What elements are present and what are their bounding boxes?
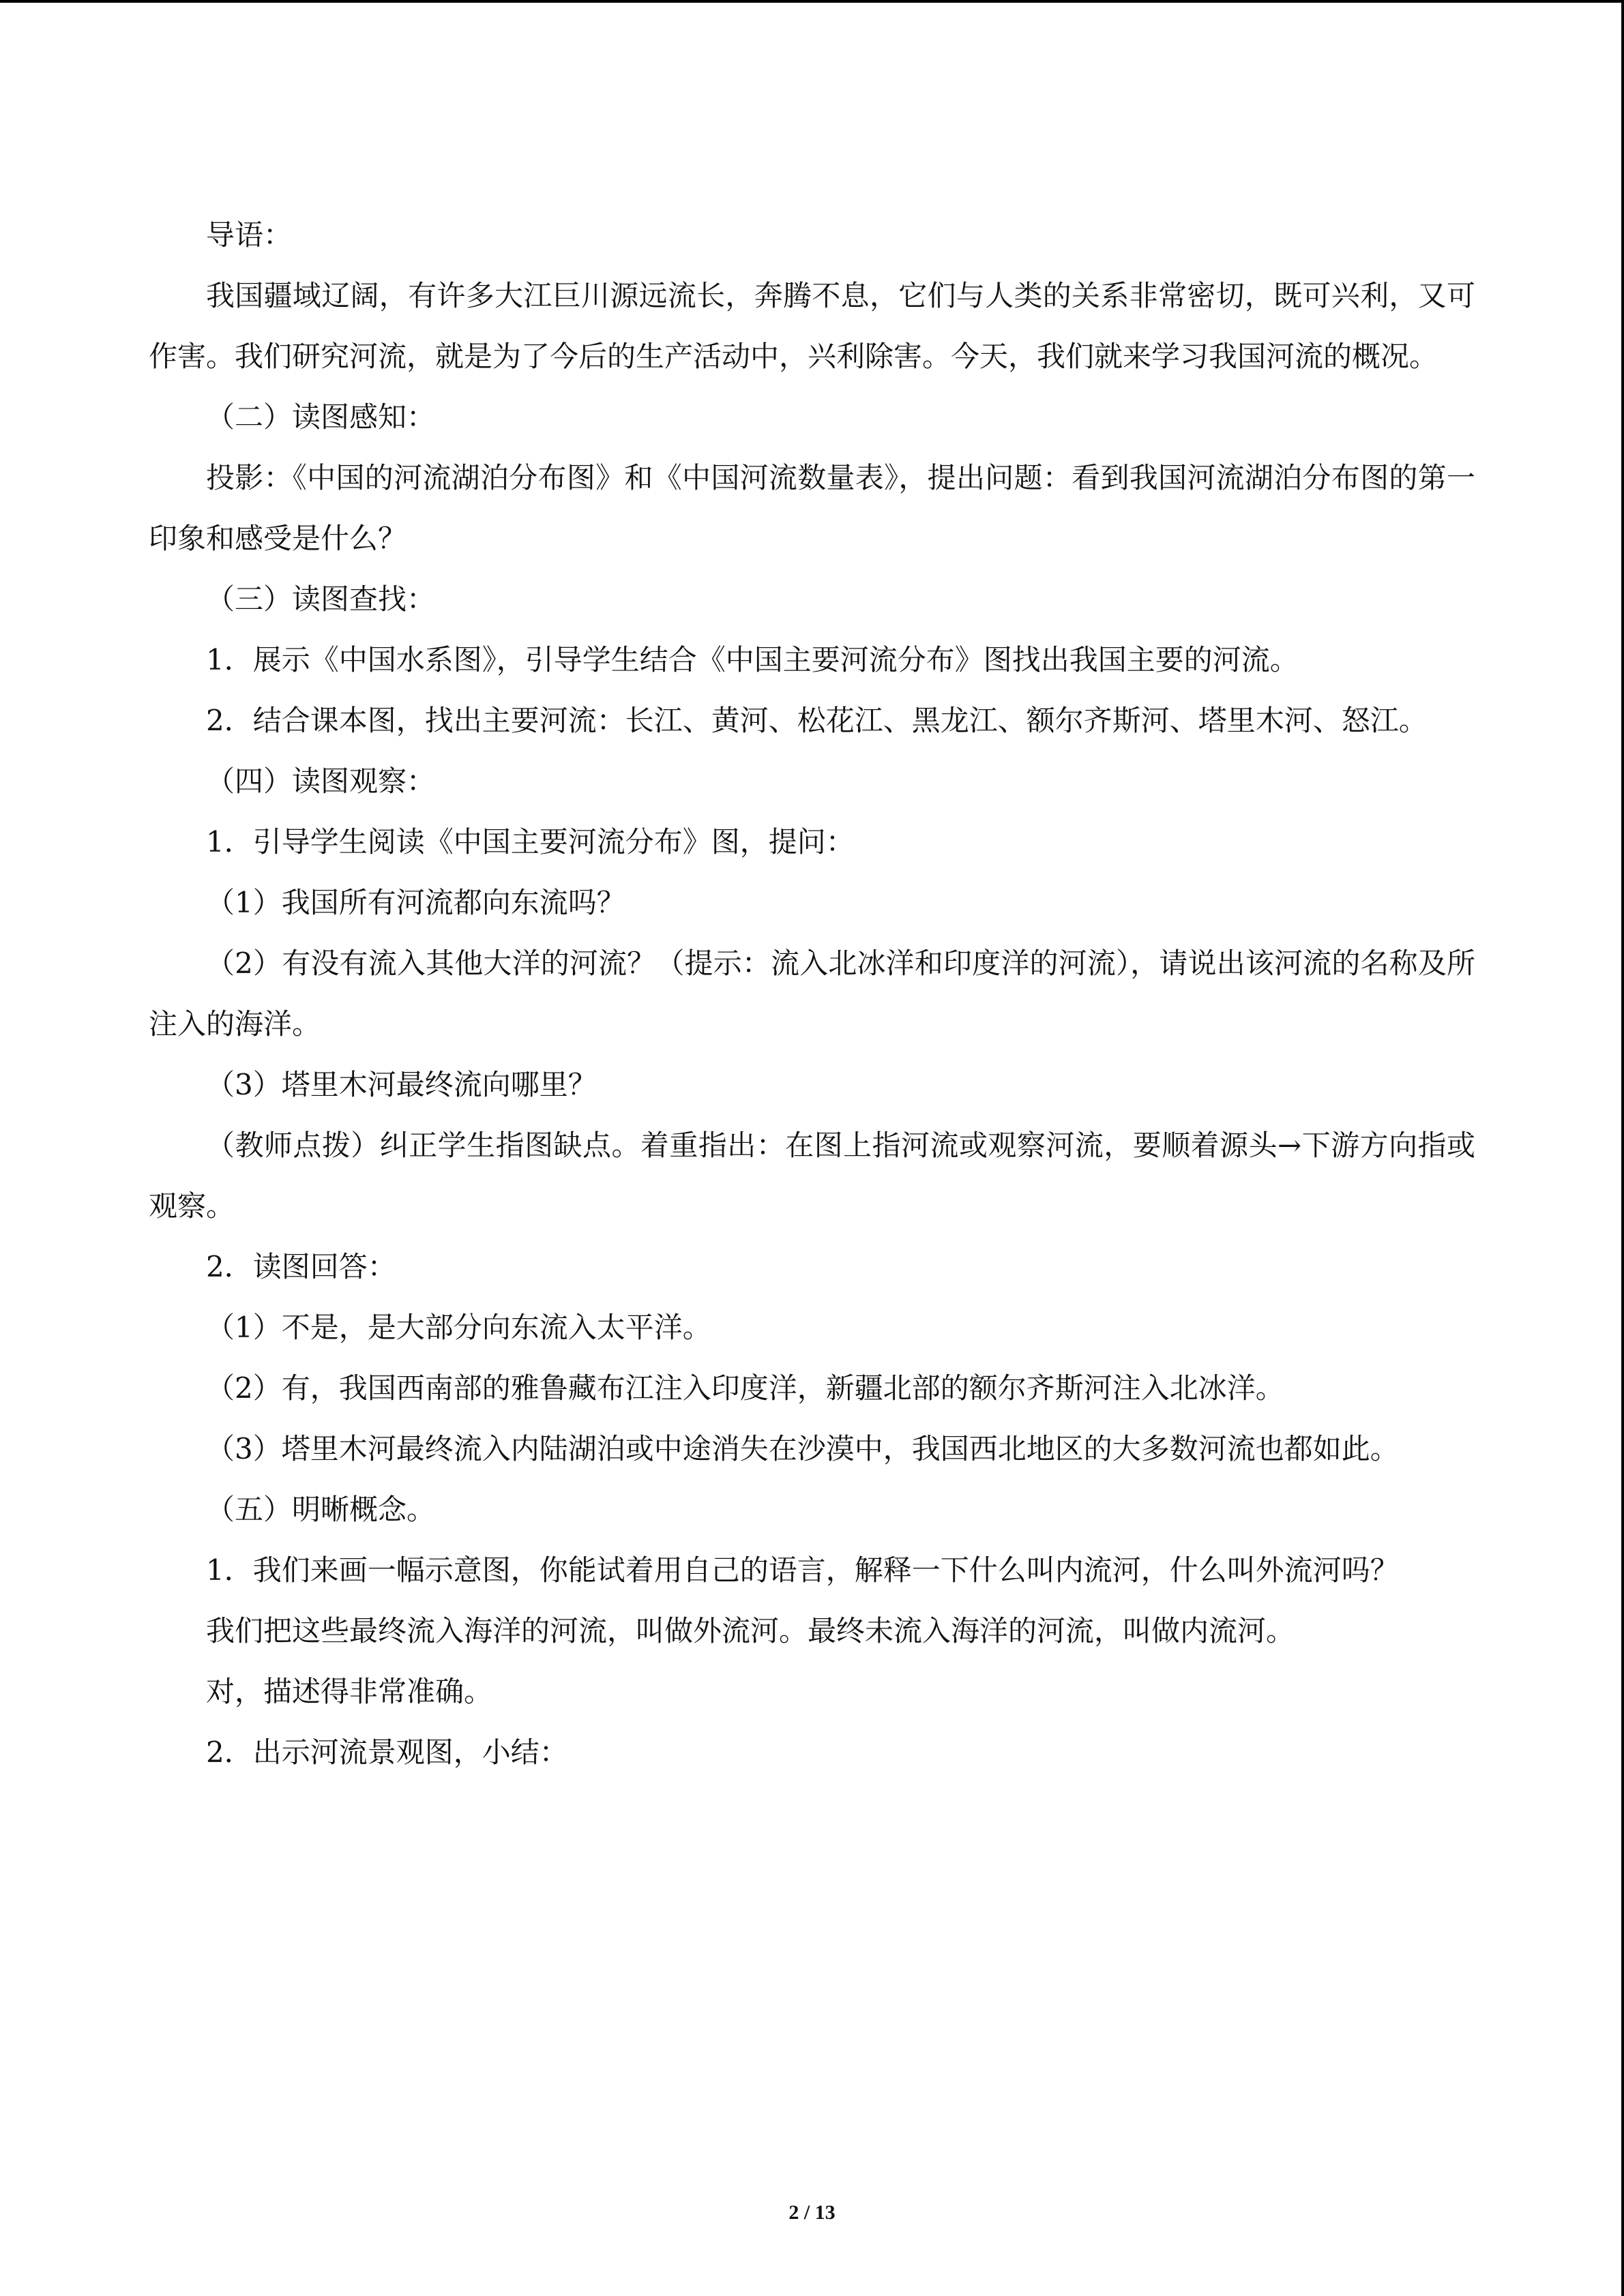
teacher-note: （教师点拨）纠正学生指图缺点。着重指出：在图上指河流或观察河流，要顺着源头→下游方向指或观察。 xyxy=(149,1129,1475,1223)
paragraph-item-4-2: 2．读图回答： xyxy=(206,1250,396,1283)
paragraph-item-3-1: 1．展示《中国水系图》，引导学生结合《中国主要河流分布》图找出我国主要的河流。 xyxy=(206,643,1299,676)
section-heading-3: （三）读图查找： xyxy=(206,582,436,616)
section-heading-2: （二）读图感知： xyxy=(206,400,436,434)
section-heading-5: （五）明晰概念。 xyxy=(206,1493,436,1526)
paragraph-affirmation: 对，描述得非常准确。 xyxy=(206,1675,493,1708)
paragraph-item-4-1: 1．引导学生阅读《中国主要河流分布》图，提问： xyxy=(206,825,855,859)
question-3: （3）塔里木河最终流向哪里？ xyxy=(206,1068,597,1101)
answer-2: （2）有，我国西南部的雅鲁藏布江注入印度洋，新疆北部的额尔齐斯河注入北冰洋。 xyxy=(206,1371,1284,1405)
answer-3: （3）塔里木河最终流入内陆湖泊或中途消失在沙漠中，我国西北地区的大多数河流也都如此。 xyxy=(206,1432,1399,1465)
section-heading-4: （四）读图观察： xyxy=(206,764,436,798)
document-body xyxy=(149,205,1475,1783)
paragraph-intro-heading: 导语： xyxy=(206,218,293,252)
paragraph-item-5-1: 1．我们来画一幅示意图，你能试着用自己的语言，解释一下什么叫内流河，什么叫外流河吗？ xyxy=(206,1553,1399,1587)
paragraph-definition: 我们把这些最终流入海洋的河流，叫做外流河。最终未流入海洋的河流，叫做内流河。 xyxy=(206,1614,1295,1648)
question-2: （2）有没有流入其他大洋的河流？（提示：流入北冰洋和印度洋的河流），请说出该河流的名称及所注入的海洋。 xyxy=(149,946,1475,1041)
paragraph-intro-text: 我国疆域辽阔，有许多大江巨川源远流长，奔腾不息，它们与人类的关系非常密切，既可兴利，又可作害。我们研究河流，就是为了今后的生产活动中，兴利除害。今天，我们就来学习我国河流的概况。 xyxy=(149,279,1475,373)
page-right-border xyxy=(1621,0,1624,2296)
paragraph-projection: 投影：《中国的河流湖泊分布图》和《中国河流数量表》，提出问题：看到我国河流湖泊分布图的第一印象和感受是什么？ xyxy=(149,461,1475,555)
question-1: （1）我国所有河流都向东流吗？ xyxy=(206,886,625,919)
paragraph-item-5-2: 2．出示河流景观图，小结： xyxy=(206,1735,568,1769)
answer-1: （1）不是，是大部分向东流入太平洋。 xyxy=(206,1311,711,1344)
page-top-border xyxy=(0,0,1624,3)
page-number: 2 / 13 xyxy=(788,2201,836,2224)
paragraph-item-3-2: 2．结合课本图，找出主要河流：长江、黄河、松花江、黑龙江、额尔齐斯河、塔里木河、怒江。 xyxy=(206,704,1428,737)
